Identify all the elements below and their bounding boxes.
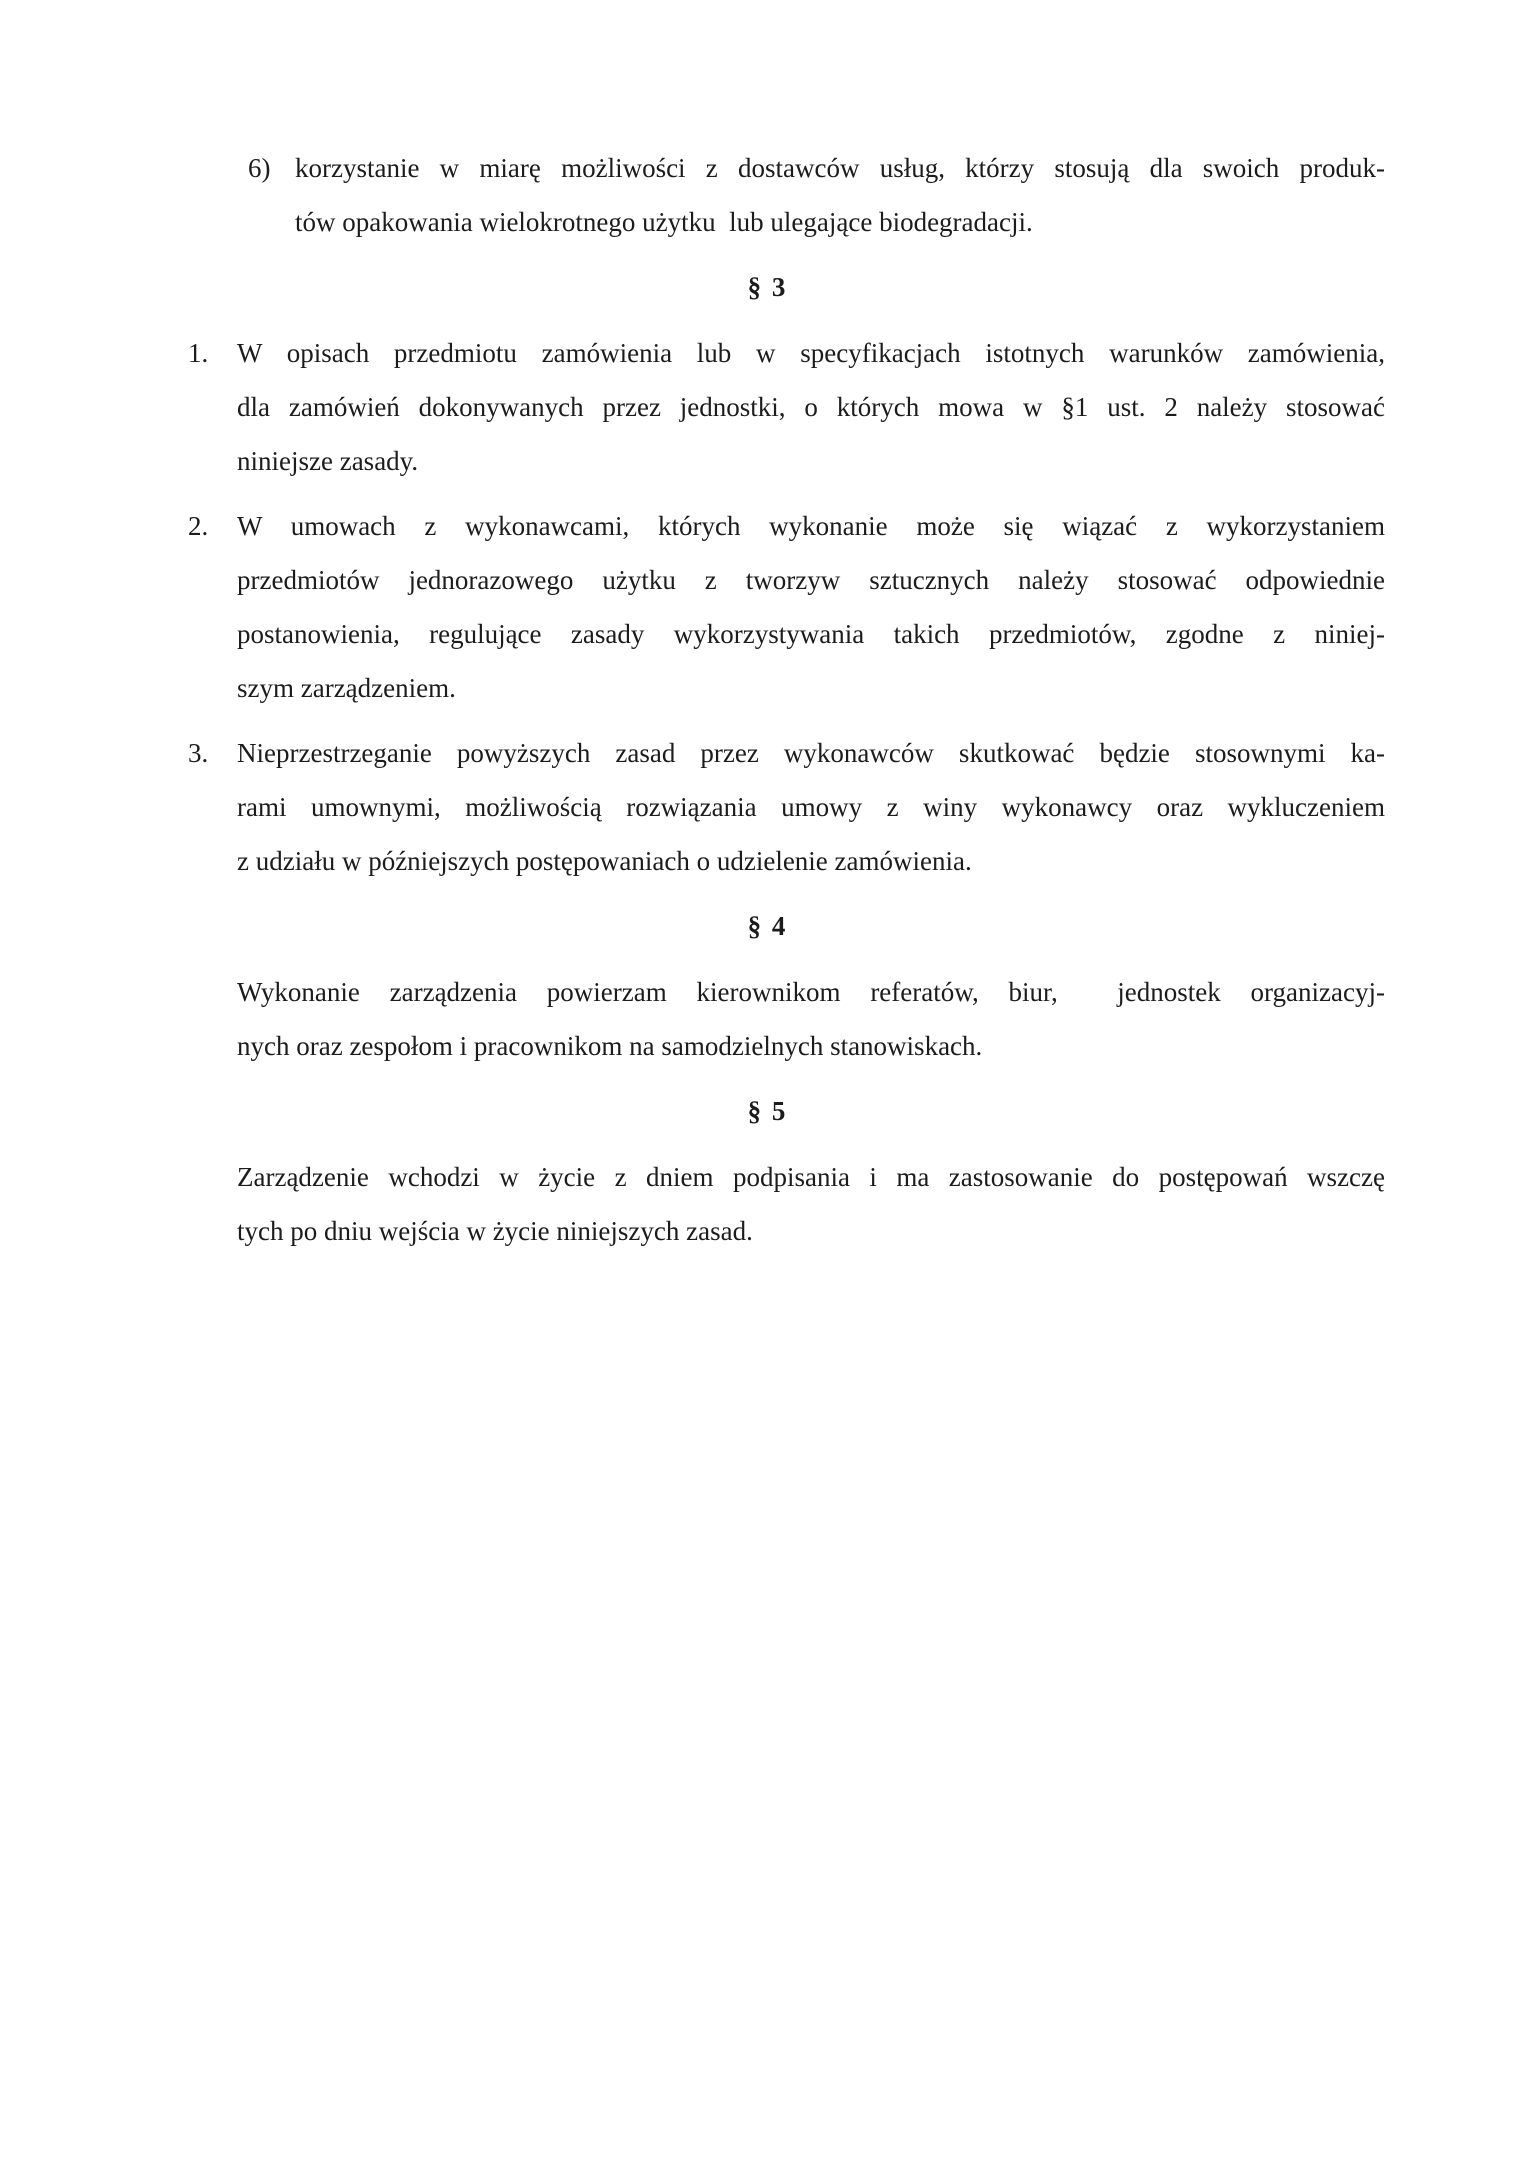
text-line: W umowach z wykonawcami, których wykonanie może się wiązać z wykorzystaniem (237, 511, 1385, 541)
text-line: nych oraz zespołom i pracownikom na samodzielnych stanowiskach. (237, 1031, 983, 1061)
text-line: Wykonanie zarządzenia powierzam kierownikom referatów, biur, jednostek organizacyj- (237, 977, 1385, 1007)
list-item-1 (188, 326, 1385, 488)
section-5-paragraph (188, 1150, 1385, 1258)
text-line: tów opakowania wielokrotnego użytku lub ulegające biodegradacji. (295, 207, 1033, 237)
text-line: Nieprzestrzeganie powyższych zasad przez wykonawców skutkować będzie stosownymi ka- (237, 738, 1385, 768)
section-4-paragraph (188, 965, 1385, 1073)
text-line: Zarządzenie wchodzi w życie z dniem podpisania i ma zastosowanie do postępowań wszczę (237, 1162, 1385, 1192)
list-item-6 (188, 141, 1385, 249)
text-line: korzystanie w miarę możliwości z dostawców usług, którzy stosują dla swoich produk- (295, 153, 1385, 183)
text-line: przedmiotów jednorazowego użytku z tworzyw sztucznych należy stosować odpowiednie (237, 565, 1385, 595)
text-line: dla zamówień dokonywanych przez jednostki, o których mowa w §1 ust. 2 należy stosować (237, 392, 1385, 422)
text-line: niniejsze zasady. (237, 446, 419, 476)
list-item-marker: 2. (188, 511, 209, 541)
text-line: rami umownymi, możliwością rozwiązania umowy z winy wykonawcy oraz wykluczeniem (237, 792, 1385, 822)
document-body (188, 141, 1385, 1269)
text-line: szym zarządzeniem. (237, 673, 456, 703)
list-item-marker: 3. (188, 738, 209, 768)
list-item-marker: 6) (248, 153, 271, 183)
text-line: W opisach przedmiotu zamówienia lub w specyfikacjach istotnych warunków zamówienia, (237, 338, 1385, 368)
section-heading-5: § 5 (747, 1096, 788, 1126)
text-line: tych po dniu wejścia w życie niniejszych zasad. (237, 1216, 753, 1246)
list-item-3 (188, 726, 1385, 888)
list-item-2 (188, 499, 1385, 715)
list-item-marker: 1. (188, 338, 209, 368)
section-heading-4: § 4 (747, 911, 788, 941)
text-line: postanowienia, regulujące zasady wykorzystywania takich przedmiotów, zgodne z niniej- (237, 619, 1385, 649)
text-line: z udziału w późniejszych postępowaniach o udzielenie zamówienia. (237, 846, 972, 876)
section-heading-3: § 3 (747, 272, 788, 302)
